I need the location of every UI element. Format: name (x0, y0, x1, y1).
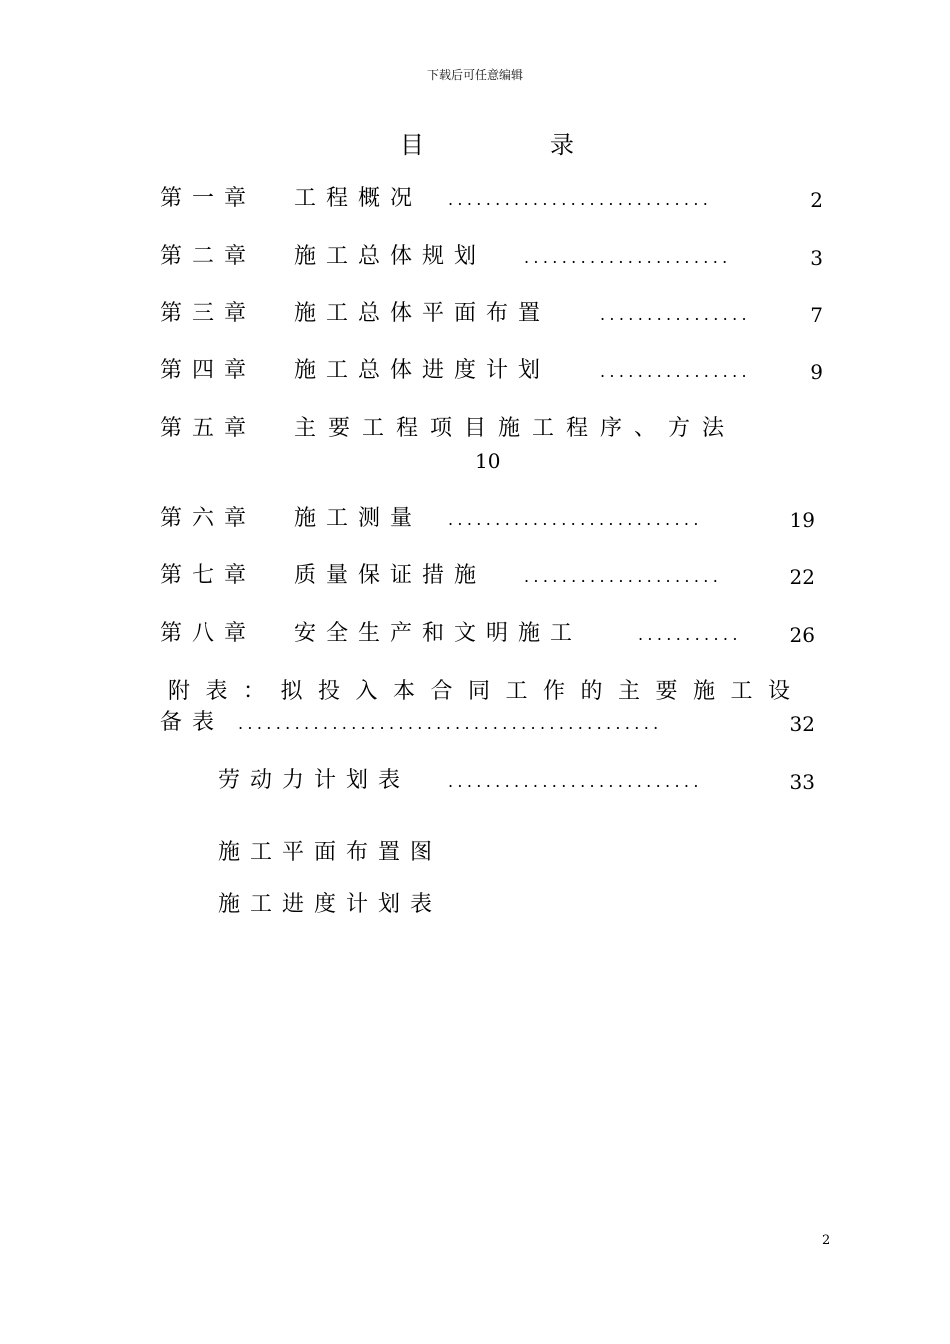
chapter-label: 第一章 (160, 186, 257, 211)
toc-title (400, 125, 580, 159)
leader-dots: ........... (638, 625, 742, 644)
page-number: 26 (789, 623, 815, 647)
leader-dots: ..................... (524, 567, 723, 586)
layout-plan-title: 施工平面布置图 (218, 840, 443, 865)
toc-entry-labor-plan[interactable] (218, 764, 825, 798)
chapter-title: 施工总体规划 (294, 244, 487, 269)
chapter-title: 主要工程项目施工程序、方法 (294, 416, 737, 441)
page-number: 33 (789, 770, 815, 794)
chapter-label: 第三章 (160, 301, 257, 326)
toc-entry-1[interactable] (160, 182, 825, 216)
chapter-title: 施工总体平面布置 (294, 301, 551, 326)
labor-plan-title: 劳动力计划表 (218, 768, 411, 793)
leader-dots: ...................... (524, 248, 732, 267)
chapter-title: 质量保证措施 (294, 563, 487, 588)
leader-dots: ................ (600, 305, 751, 324)
chapter-title: 施工总体进度计划 (294, 358, 551, 383)
chapter-label: 第二章 (160, 244, 257, 269)
chapter-label: 第八章 (160, 621, 257, 646)
toc-entry-5[interactable] (160, 412, 825, 446)
toc-title-char-1: 目 (400, 131, 424, 159)
chapter-label: 第五章 (160, 416, 257, 441)
chapter-title: 工程概况 (294, 186, 423, 211)
toc-entry-5-page-number: 10 (475, 449, 501, 473)
toc-entry-2[interactable] (160, 240, 825, 274)
toc-title-char-2: 录 (550, 131, 574, 159)
toc-entry-appendix-equipment[interactable] (168, 675, 828, 709)
chapter-title: 施工测量 (294, 506, 423, 531)
page-number: 19 (789, 508, 815, 532)
toc-entry-appendix-equipment-line-2[interactable] (160, 706, 825, 740)
page-number: 3 (810, 246, 823, 270)
chapter-title: 安全生产和文明施工 (294, 621, 583, 646)
leader-dots: ................ (600, 362, 751, 381)
toc-entry-layout-plan[interactable] (218, 836, 442, 870)
leader-dots: ........................... (448, 510, 703, 529)
page-number: 7 (810, 303, 823, 327)
appendix-title-line-2: 备表 (160, 710, 225, 735)
page-number: 22 (789, 565, 815, 589)
page-header: 下载后可任意编辑 (426, 68, 523, 82)
schedule-title: 施工进度计划表 (218, 892, 443, 917)
chapter-label: 第六章 (160, 506, 257, 531)
page-number: 32 (789, 712, 815, 736)
page-number: 2 (810, 188, 823, 212)
chapter-label: 第七章 (160, 563, 257, 588)
page-footer-number: 2 (822, 1233, 831, 1248)
toc-entry-8[interactable] (160, 617, 825, 651)
toc-entry-4[interactable] (160, 354, 825, 388)
toc-entry-7[interactable] (160, 559, 825, 593)
page-number: 9 (810, 360, 823, 384)
chapter-label: 第四章 (160, 358, 257, 383)
toc-entry-schedule[interactable] (218, 888, 442, 922)
toc-entry-6[interactable] (160, 502, 825, 536)
toc-entry-3[interactable] (160, 297, 825, 331)
leader-dots: ........................... (448, 772, 703, 791)
leader-dots: ............................ (448, 190, 713, 209)
leader-dots: ............................................. (238, 714, 663, 733)
appendix-title-line-1: 附表：拟投入本合同工作的主要施工设 (168, 679, 806, 704)
